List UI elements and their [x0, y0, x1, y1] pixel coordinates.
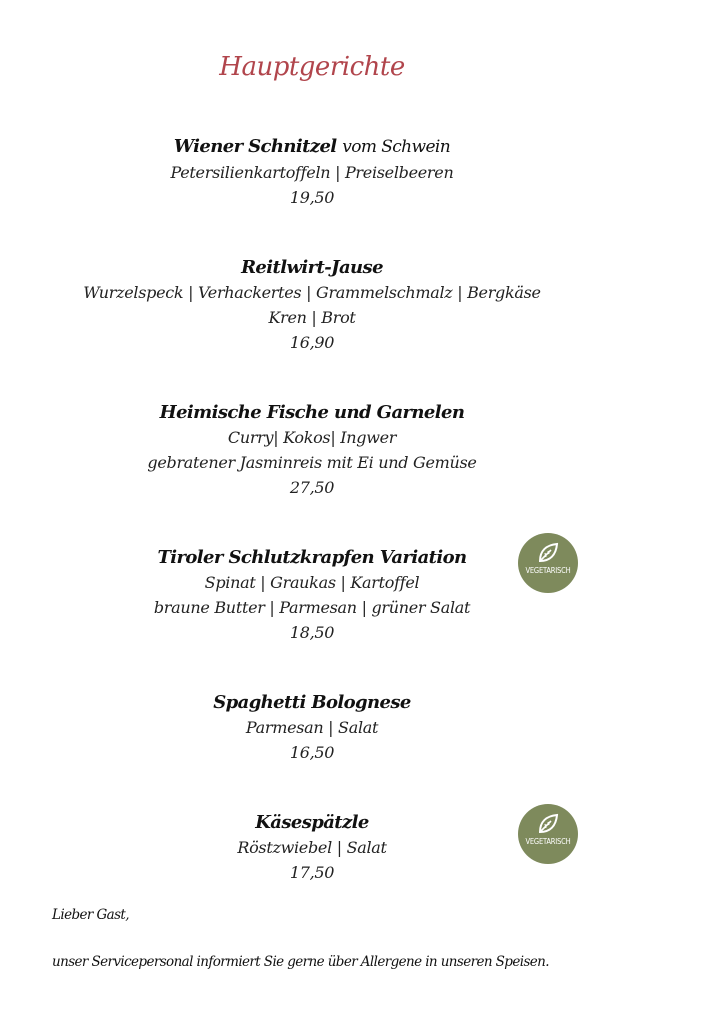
dish-description: Röstzwiebel | Salat: [237, 838, 387, 857]
dish-description: Petersilienkartoffeln | Preiselbeeren: [170, 163, 454, 182]
dish-price: 27,50: [289, 478, 335, 497]
dish-price: 19,50: [289, 188, 335, 207]
dish-reitlwirt-jause: [0, 255, 624, 355]
dish-name: Heimische Fische und Garnelen: [159, 402, 465, 423]
badge-label: VEGETARISCH: [525, 837, 571, 846]
dish-name: Spaghetti Bolognese: [213, 692, 411, 713]
vegetarian-badge: [518, 533, 578, 593]
note-greeting: Lieber Gast,: [52, 907, 129, 923]
dish-description: braune Butter | Parmesan | grüner Salat: [153, 598, 471, 617]
vegetarian-badge: [518, 804, 578, 864]
leaf-icon: [536, 812, 560, 836]
dish-description: Kren | Brot: [268, 308, 356, 327]
dish-name: Tiroler Schlutzkrapfen Variation: [157, 547, 467, 568]
dish-description: Spinat | Graukas | Kartoffel: [204, 573, 420, 592]
dish-description: Wurzelspeck | Verhackertes | Grammelschmalz | Bergkäse: [83, 283, 541, 302]
dish-description: gebratener Jasminreis mit Ei und Gemüse: [147, 453, 477, 472]
dish-heimische-fische: [0, 400, 624, 500]
dish-name: Wiener Schnitzel vom Schwein: [173, 136, 451, 157]
dish-name-suffix: vom Schwein: [342, 137, 451, 157]
dish-description: Parmesan | Salat: [245, 718, 379, 737]
badge-label: VEGETARISCH: [525, 566, 571, 575]
dish-name: Reitlwirt-Jause: [241, 257, 383, 278]
dish-name: Käsespätzle: [255, 812, 369, 833]
leaf-icon: [536, 541, 560, 565]
dish-wiener-schnitzel: [0, 134, 624, 210]
page-title: Hauptgerichte: [219, 52, 405, 82]
dish-price: 16,90: [289, 333, 335, 352]
note-allergen-info: unser Servicepersonal informiert Sie gerne über Allergene in unseren Speisen.: [52, 954, 549, 970]
dish-price: 18,50: [289, 623, 335, 642]
dish-spaghetti-bolognese: [0, 690, 624, 765]
dish-price: 17,50: [289, 863, 335, 882]
dish-description: Curry| Kokos| Ingwer: [227, 428, 397, 447]
dish-price: 16,50: [289, 743, 335, 762]
